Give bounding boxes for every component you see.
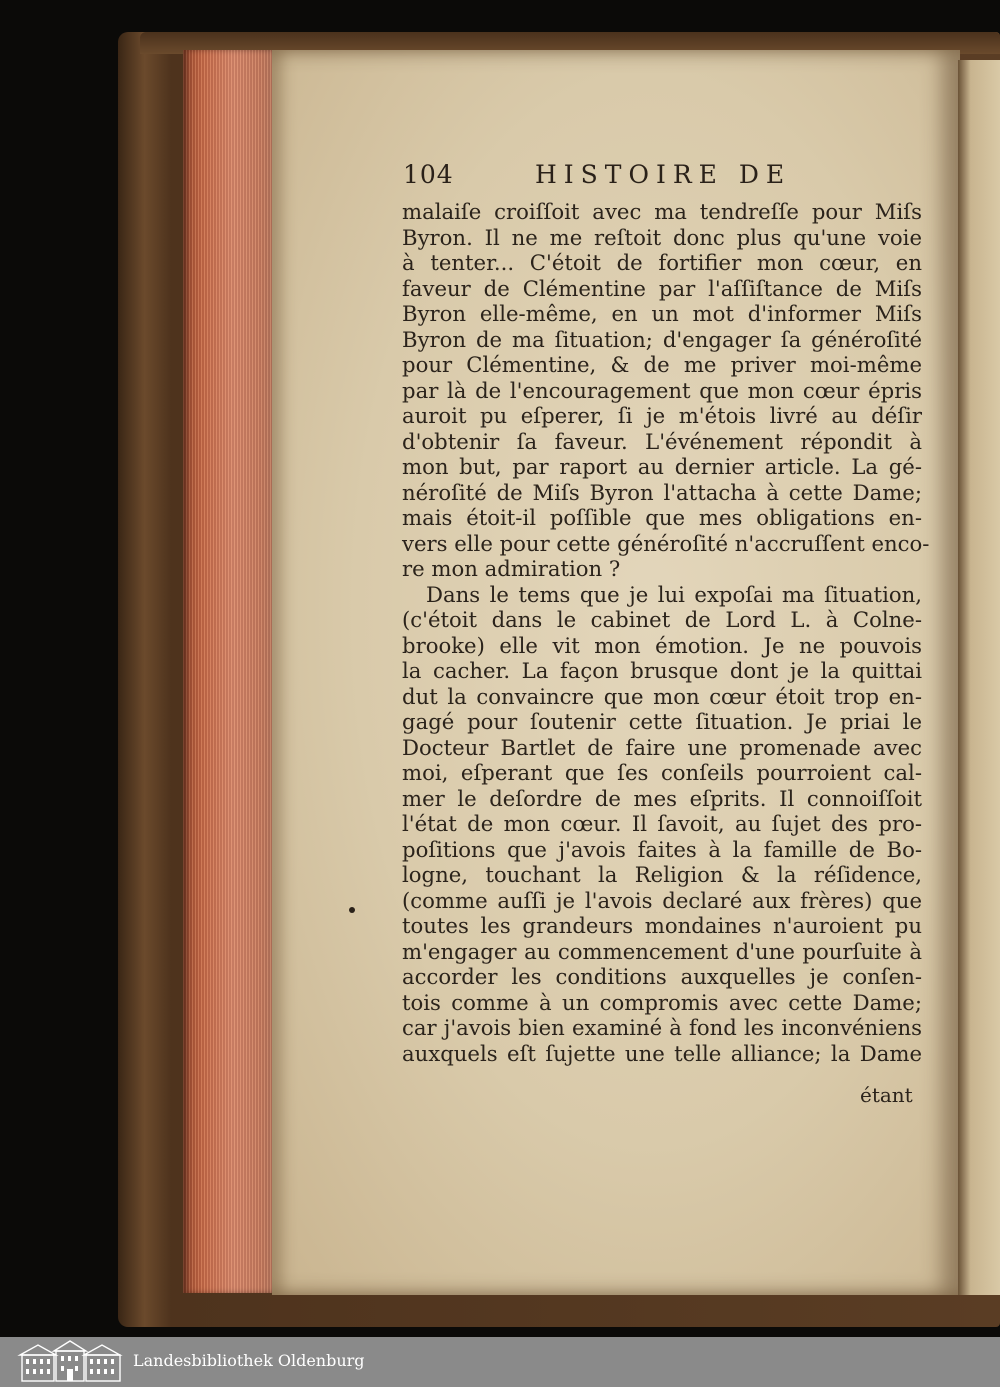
page-edges [183, 50, 283, 1293]
text-line: malaiſe croiſſoit avec ma tendreſſe pour Miſs [402, 199, 922, 224]
text-line: faveur de Clémentine par l'aſſiſtance de Miſs [402, 275, 922, 301]
text-line: mais étoit-il poſſible que mes obligations en- [402, 505, 922, 530]
text-line: (comme auſſi je l'avois declaré aux frères) que [402, 887, 922, 913]
text-line: l'état de mon cœur. Il ſavoit, au ſujet des pro- [402, 811, 922, 836]
text-line: moi, eſperant que ſes conſeils pourroient cal- [402, 760, 922, 785]
text-line: Byron. Il ne me reſtoit donc plus qu'une voie [402, 224, 922, 250]
text-line: tois comme à un compromis avec cette Dame; [402, 989, 922, 1015]
text-line: auroit pu eſperer, ſi je m'étois livré au déſir [402, 403, 922, 428]
text-line: (c'étoit dans le cabinet de Lord L. à Colne- [402, 607, 922, 632]
text-line: logne, touchant la Religion & la réſidence, [402, 862, 922, 887]
text-line: brooke) elle vit mon émotion. Je ne pouvois [402, 632, 922, 658]
facing-page-edge [958, 60, 1000, 1295]
text-line: accorder les conditions auxquelles je conſen- [402, 964, 922, 989]
text-line: à tenter... C'étoit de fortifier mon cœur, en [402, 250, 922, 275]
margin-mark [349, 907, 355, 913]
text-line: dut la convaincre que mon cœur étoit trop en- [402, 683, 922, 709]
page-header [403, 158, 923, 194]
text-line: Byron elle-même, en un mot d'informer Miſs [402, 301, 922, 326]
text-line: pour Clémentine, & de me priver moi-même [402, 352, 922, 377]
text-line: mer le deſordre de mes eſprits. Il connoiſſoit [402, 785, 922, 811]
text-line: néroſité de Miſs Byron l'attacha à cette Dame; [402, 479, 922, 505]
text-line: gagé pour ſoutenir cette ſituation. Je priai le [402, 709, 922, 734]
catchword: étant [860, 1083, 913, 1107]
text-line: la cacher. La façon brusque dont je la quittai [402, 658, 922, 683]
text-line: car j'avois bien examiné à fond les inconvéniens [402, 1015, 922, 1040]
text-line: vers elle pour cette généroſité n'accruſſent enco- [402, 530, 930, 556]
text-line: mon but, par raport au dernier article. La gé- [402, 454, 922, 479]
library-building-logo [16, 1339, 124, 1383]
library-name: Landesbibliothek Oldenburg [133, 1351, 365, 1370]
body-text [402, 199, 930, 1066]
text-line: d'obtenir ſa faveur. L'événement répondit à [402, 428, 922, 454]
text-line: toutes les grandeurs mondaines n'auroient pu [402, 913, 922, 938]
text-line: m'engager au commencement d'une pourſuite à [402, 938, 922, 964]
text-line: Docteur Bartlet de faire une promenade avec [402, 734, 922, 760]
text-line: Byron de ma ſituation; d'engager ſa généroſité [402, 326, 922, 352]
page-number: 104 [403, 160, 454, 189]
text-line: par là de l'encouragement que mon cœur épris [402, 377, 922, 403]
text-line: auxquels eſt ſujette une telle alliance; la Dame [402, 1040, 922, 1066]
text-line: Dans le tems que je lui expoſai ma ſituation, [426, 581, 922, 607]
text-line: re mon admiration ? [402, 556, 621, 581]
running-title: HISTOIRE DE [535, 160, 792, 189]
text-line: poſitions que j'avois faites à la famille de Bo- [402, 836, 922, 862]
